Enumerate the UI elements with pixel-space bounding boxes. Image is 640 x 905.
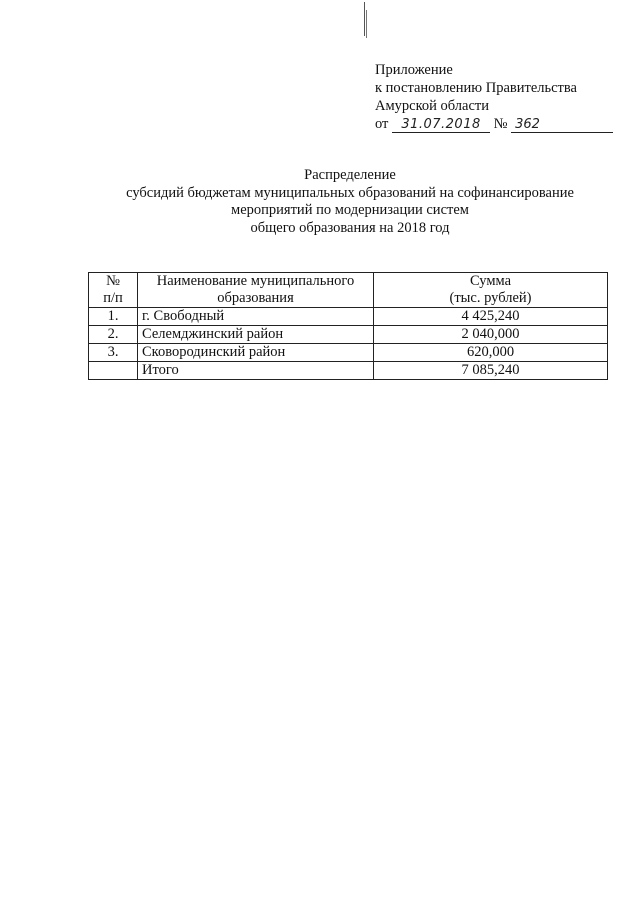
header-sum-line-1: Сумма: [469, 273, 512, 289]
header-number: [89, 273, 138, 308]
appendix-line-2: к постановлению Правительства: [375, 80, 577, 96]
table-row: [89, 326, 608, 344]
header-sum: [374, 273, 608, 308]
total-number: [89, 362, 138, 380]
table-total-row: [89, 362, 608, 380]
title-line-1: Распределение: [304, 167, 396, 183]
header-number-line-1: №: [106, 273, 120, 289]
table-row: [89, 308, 608, 326]
total-sum: 7 085,240: [374, 362, 608, 380]
total-label: Итого: [138, 362, 374, 380]
appendix-header: [375, 61, 613, 133]
row-sum: 620,000: [374, 344, 608, 362]
row-number: 1.: [89, 308, 138, 326]
appendix-line-3: Амурской области: [375, 98, 489, 114]
distribution-table: [88, 272, 608, 380]
row-sum: 2 040,000: [374, 326, 608, 344]
row-number: 3.: [89, 344, 138, 362]
document-title: [0, 167, 640, 237]
header-sum-line-2: (тыс. рублей): [449, 290, 532, 306]
number-label: №: [493, 116, 508, 132]
header-name-line-1: Наименование муниципального: [156, 273, 355, 289]
appendix-line-1: Приложение: [375, 62, 453, 78]
header-name: [138, 273, 374, 308]
handwritten-date: 31.07.2018: [392, 118, 490, 133]
appendix-date-line: [375, 115, 613, 133]
row-name: г. Свободный: [138, 308, 374, 326]
table-row: [89, 344, 608, 362]
row-name: Селемджинский район: [138, 326, 374, 344]
title-line-3: мероприятий по модернизации систем: [231, 202, 469, 218]
title-line-4: общего образования на 2018 год: [250, 219, 450, 236]
row-sum: 4 425,240: [374, 308, 608, 326]
header-number-line-2: п/п: [103, 290, 123, 306]
from-label: от: [375, 116, 389, 132]
table-header-row: [89, 273, 608, 308]
handwritten-number: 362: [511, 118, 613, 133]
title-line-2: субсидий бюджетам муниципальных образований на софинансирование: [126, 184, 574, 201]
scan-artifact: [364, 2, 366, 42]
row-number: 2.: [89, 326, 138, 344]
header-name-line-2: образования: [217, 290, 294, 306]
row-name: Сковородинский район: [138, 344, 374, 362]
